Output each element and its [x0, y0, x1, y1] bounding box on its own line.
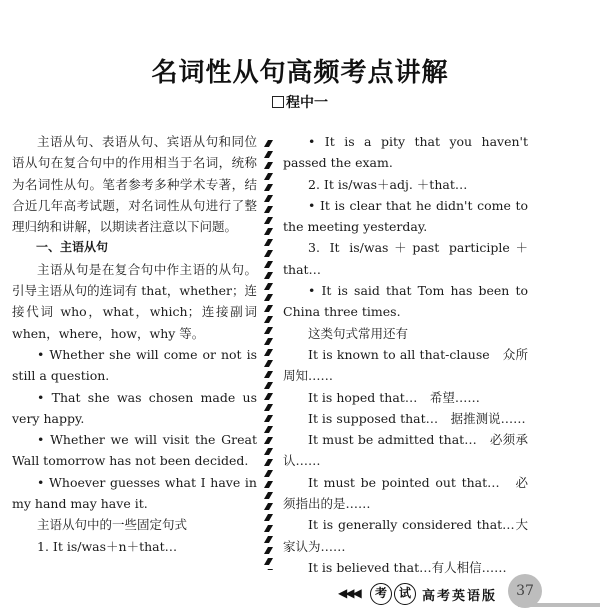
magazine-name: 高考英语版	[422, 589, 498, 604]
phrase-item: It must be admitted that… 必须承认……	[283, 432, 528, 469]
subheading: 主语从句中的一些固定句式	[37, 517, 188, 533]
divider-segment	[264, 294, 273, 301]
example-sentence: • It is clear that he didn't come to the meeting yesterday.	[283, 197, 528, 235]
divider-segment	[264, 184, 273, 191]
divider-segment	[264, 272, 273, 279]
pattern-line: 1. It is/was＋n＋that…	[37, 538, 178, 554]
divider-segment	[264, 415, 273, 422]
pattern-line: 3. It is/was＋past participle＋that…	[283, 240, 528, 277]
example-sentence: • Whoever guesses what I have in my hand may have it.	[12, 474, 257, 512]
page-number: 37	[508, 574, 542, 608]
section-heading: 一、主语从句	[36, 240, 109, 255]
divider-segment	[264, 437, 273, 444]
phrase-item: It must be pointed out that… 必须指出的是……	[283, 474, 528, 512]
divider-segment	[264, 536, 273, 543]
intro-paragraph: 主语从句、表语从句、宾语从句和同位语从句在复合句中的作用相当于名词，统称为名词性从句。笔者参考多种学术专著，结合近几年高考试题，对名词性从句进行了整理归纳和讲解，以期读者注意以下问题。	[12, 134, 257, 235]
divider-segment	[264, 514, 273, 521]
divider-segment	[264, 327, 273, 334]
example-sentence: • It is a pity that you haven't passed the exam.	[283, 134, 528, 171]
divider-segment	[264, 261, 273, 268]
phrase-item: It is supposed that… 据推测说……	[308, 410, 526, 426]
divider-segment	[264, 338, 273, 345]
divider-segment	[264, 481, 273, 488]
circle-char: 试	[394, 583, 416, 605]
divider-segment	[264, 239, 273, 246]
left-column	[12, 131, 257, 557]
magazine-footer	[338, 583, 528, 605]
divider-segment	[264, 459, 273, 466]
example-sentence: • Whether we will visit the Great Wall tomorrow has not been decided.	[12, 432, 257, 469]
divider-segment	[264, 371, 273, 378]
divider-segment	[264, 470, 273, 477]
divider-segment	[264, 569, 273, 570]
divider-segment	[264, 151, 273, 158]
subheading: 这类句式常用还有	[308, 325, 409, 341]
right-column	[283, 131, 528, 578]
example-sentence: • It is said that Tom has been to China three times.	[283, 283, 528, 320]
example-sentence: • That she was chosen made us very happy.	[12, 389, 257, 426]
pattern-line: 2. It is/was＋adj. ＋that…	[308, 176, 468, 192]
divider-segment	[264, 283, 273, 290]
divider-segment	[264, 503, 273, 510]
divider-segment	[264, 173, 273, 180]
example-sentence: • Whether she will come or not is still a question.	[12, 346, 257, 384]
divider-segment	[264, 140, 273, 147]
divider-segment	[264, 250, 273, 257]
divider-segment	[264, 305, 273, 312]
divider-segment	[264, 195, 273, 202]
divider-segment	[264, 206, 273, 213]
divider-segment	[264, 448, 273, 455]
divider-segment	[264, 349, 273, 356]
divider-segment	[264, 217, 273, 224]
author-line	[0, 92, 600, 112]
circle-char: 考	[370, 583, 392, 605]
divider-segment	[264, 360, 273, 367]
square-icon	[272, 96, 284, 108]
author-name: 程中一	[286, 95, 328, 111]
divider-segment	[264, 525, 273, 532]
divider-segment	[264, 404, 273, 411]
divider-segment	[264, 426, 273, 433]
divider-segment	[264, 393, 273, 400]
divider-segment	[264, 492, 273, 499]
phrase-item: It is known to all that-clause 众所周知……	[283, 346, 528, 384]
article-title: 名词性从句高频考点讲解	[151, 58, 449, 88]
divider-segment	[264, 228, 273, 235]
divider-segment	[264, 382, 273, 389]
column-divider	[264, 140, 274, 570]
divider-segment	[264, 558, 273, 565]
divider-segment	[264, 316, 273, 323]
phrase-item: It is generally considered that…大家认为……	[283, 517, 528, 554]
arrow-left-icon: ◀◀◀	[338, 586, 360, 600]
definition-paragraph: 主语从句是在复合句中作主语的从句。引导主语从句的连词有 that，whether；连接代词 who，what，which；连接副词 when，where，how，why 等。	[12, 261, 257, 341]
phrase-item: It is believed that…有人相信……	[308, 559, 507, 575]
divider-segment	[264, 547, 273, 554]
divider-segment	[264, 162, 273, 169]
phrase-item: It is hoped that… 希望……	[308, 389, 480, 405]
